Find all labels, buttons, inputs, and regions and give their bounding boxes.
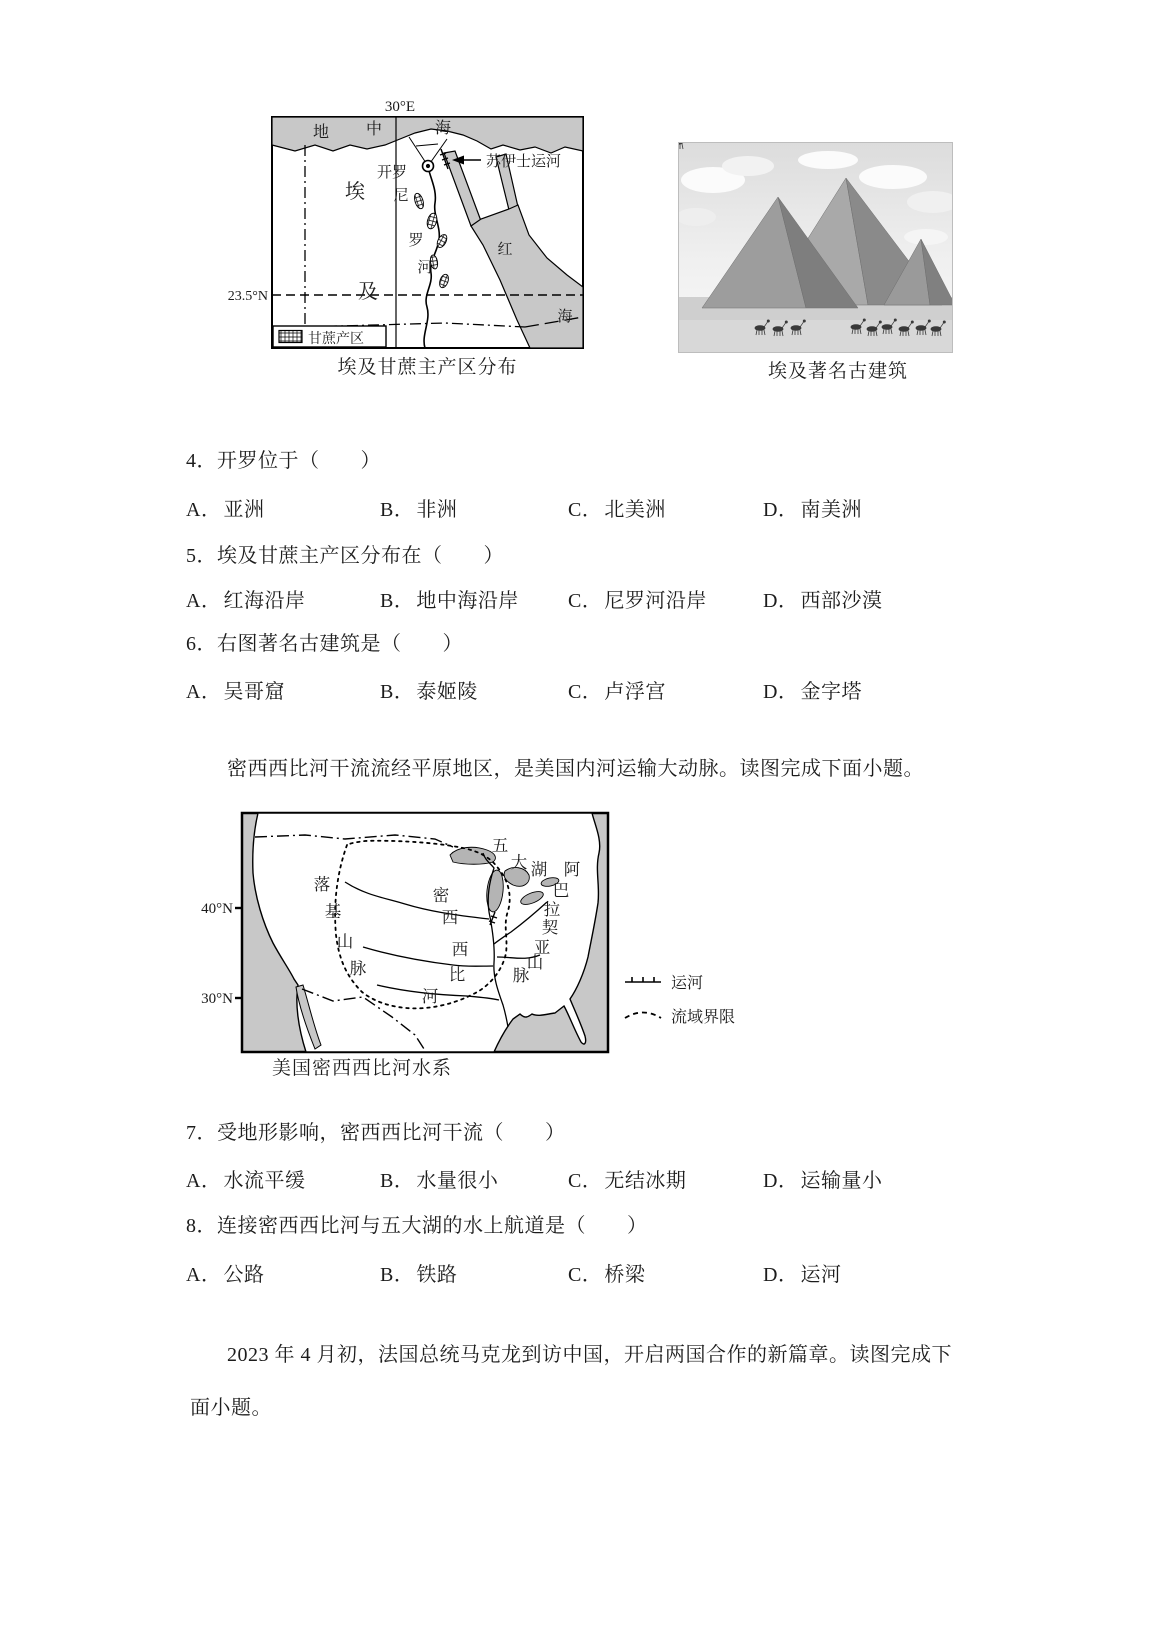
appalachian-char-5: 亚	[533, 938, 551, 957]
canal-legend-symbol	[625, 977, 661, 982]
lat-30n: 30°N	[201, 991, 233, 1007]
basin-legend-label: 流域界限	[671, 1009, 736, 1026]
question-5	[186, 539, 504, 568]
option-a: A． 吴哥窟	[186, 681, 285, 703]
question-stem: 开罗位于（ ）	[217, 450, 381, 472]
question-stem: 埃及甘蔗主产区分布在（ ）	[217, 545, 504, 567]
option-a: A． 亚洲	[186, 499, 265, 521]
pyramid-caption: 埃及著名古建筑	[767, 361, 908, 382]
sand-foreground	[678, 320, 953, 353]
option-c: C． 北美洲	[568, 499, 666, 521]
option-b: B． 铁路	[380, 1264, 458, 1286]
intro-france-line-1: 2023 年 4 月初，法国总统马克龙到访中国，开启两国合作的新篇章。读图完成下	[227, 1344, 952, 1366]
option-d: D． 运河	[763, 1264, 842, 1286]
option-d: D． 西部沙漠	[763, 590, 883, 612]
nile-char-2: 罗	[408, 233, 424, 249]
cairo-marker	[423, 161, 434, 172]
canal-legend-label: 运河	[671, 975, 704, 992]
suez-canal-label: 苏伊士运河	[486, 154, 562, 170]
option-d: D． 金字塔	[763, 681, 862, 703]
nile-char-1: 尼	[393, 188, 409, 204]
basin-legend-symbol	[625, 1013, 661, 1019]
appalachian-char-2: 巴	[552, 881, 570, 900]
rocky-char-2: 基	[324, 902, 342, 921]
mississippi-char-3: 西	[451, 940, 469, 959]
lakes-char-1: 五	[491, 836, 509, 855]
med-sea-char-2: 中	[365, 121, 383, 138]
rocky-char-4: 脉	[349, 959, 367, 978]
mississippi-char-2: 西	[441, 908, 459, 927]
question-number: 8．	[186, 1215, 217, 1237]
question-stem: 右图著名古建筑是（ ）	[217, 633, 463, 655]
egypt-char-1: 埃	[345, 181, 365, 203]
usa-map-caption: 美国密西西比河水系	[271, 1058, 452, 1079]
intro-france-line-2: 面小题。	[190, 1397, 272, 1419]
option-d: D． 南美洲	[763, 499, 862, 521]
option-c: C． 桥梁	[568, 1264, 646, 1286]
appalachian-char-1: 阿	[563, 860, 581, 879]
option-a: A． 红海沿岸	[186, 590, 306, 612]
question-number: 4．	[186, 450, 217, 472]
egypt-lat-label: 23.5°N	[227, 289, 268, 304]
nile-char-3: 河	[417, 260, 433, 276]
egypt-map-figure	[195, 95, 600, 355]
appalachian-char-3: 拉	[543, 900, 561, 919]
option-b: B． 泰姬陵	[380, 681, 478, 703]
appalachian-char-7: 脉	[512, 966, 530, 985]
option-a: A． 公路	[186, 1264, 265, 1286]
option-d: D． 运输量小	[763, 1170, 883, 1192]
mississippi-char-4: 比	[448, 965, 466, 984]
question-6	[186, 627, 463, 656]
egypt-lon-label: 30°E	[384, 99, 416, 115]
question-number: 6．	[186, 633, 217, 655]
option-b: B． 地中海沿岸	[380, 590, 519, 612]
red-sea-char-2: 海	[557, 309, 573, 325]
med-sea-char-1: 地	[312, 124, 330, 141]
lakes-char-2: 大	[510, 853, 528, 872]
question-4	[186, 444, 381, 473]
usa-map-figure	[195, 805, 755, 1080]
mississippi-char-1: 密	[432, 886, 450, 905]
option-b: B． 水量很小	[380, 1170, 499, 1192]
red-sea-char-1: 红	[497, 242, 513, 258]
intro-mississippi: 密西西比河干流流经平原地区，是美国内河运输大动脉。读图完成下面小题。	[227, 758, 924, 780]
question-stem: 受地形影响，密西西比河干流（ ）	[217, 1122, 566, 1144]
option-a: A． 水流平缓	[186, 1170, 306, 1192]
cairo-label: 开罗	[376, 165, 408, 181]
question-number: 5．	[186, 545, 217, 567]
sugarcane-legend-label: 甘蔗产区	[308, 332, 364, 347]
lakes-char-3: 湖	[530, 860, 548, 879]
mississippi-char-5: 河	[421, 987, 439, 1006]
option-c: C． 无结冰期	[568, 1170, 687, 1192]
rocky-char-3: 山	[336, 932, 354, 951]
option-c: C． 卢浮宫	[568, 681, 666, 703]
option-c: C． 尼罗河沿岸	[568, 590, 707, 612]
egypt-char-2: 及	[358, 281, 378, 303]
egypt-map-caption: 埃及甘蔗主产区分布	[337, 357, 518, 378]
question-stem: 连接密西西比河与五大湖的水上航道是（ ）	[217, 1215, 648, 1237]
appalachian-char-6: 山	[526, 953, 544, 972]
appalachian-char-4: 契	[541, 918, 559, 937]
pyramid-photo	[678, 142, 953, 353]
lat-40n: 40°N	[201, 901, 233, 917]
usa-legend	[625, 974, 735, 1026]
option-b: B． 非洲	[380, 499, 458, 521]
rocky-char-1: 落	[313, 875, 331, 894]
sugarcane-legend-swatch	[279, 331, 302, 343]
question-7	[186, 1116, 566, 1145]
egypt-legend	[273, 326, 386, 347]
med-sea-char-3: 海	[434, 120, 452, 137]
question-number: 7．	[186, 1122, 217, 1144]
question-8	[186, 1209, 648, 1238]
